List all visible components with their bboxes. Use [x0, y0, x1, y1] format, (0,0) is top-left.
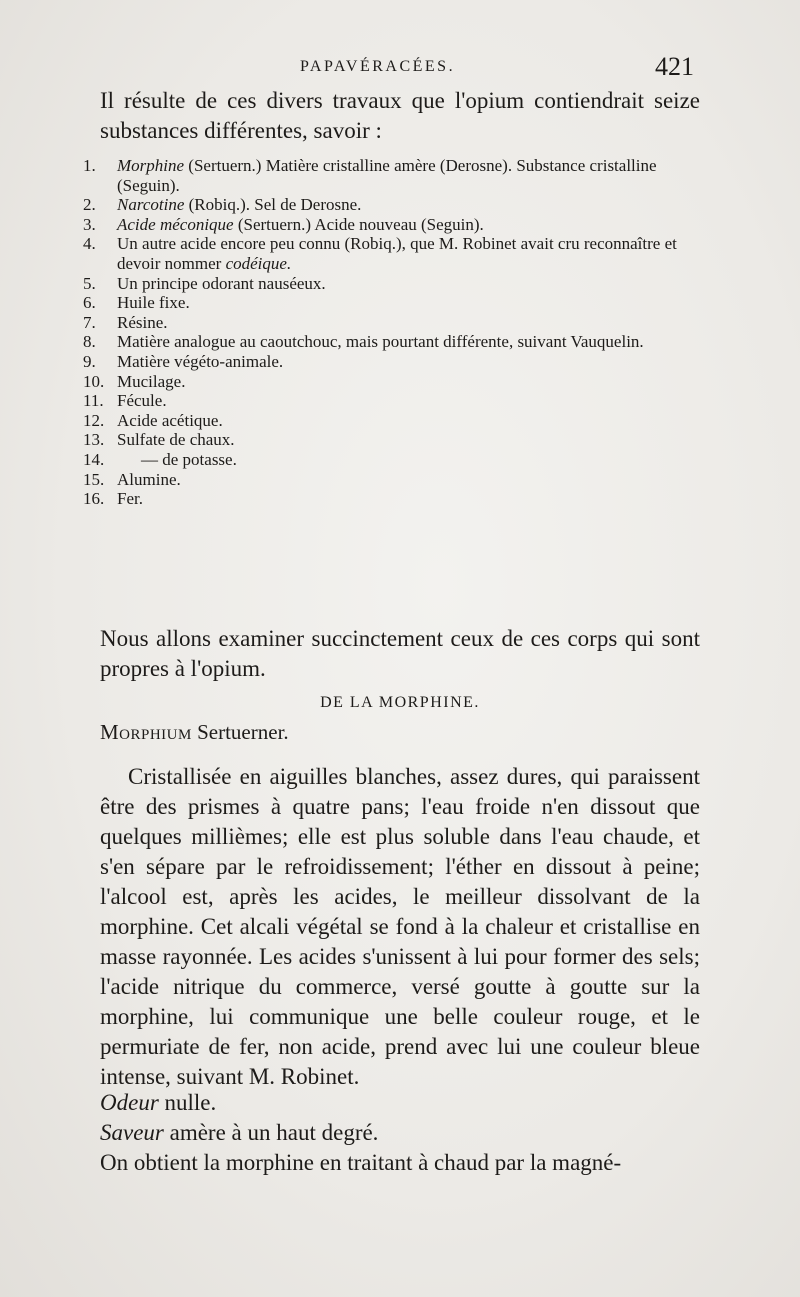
transition-paragraph: Nous allons examiner succinctement ceux de ces corps qui sont propres à l'opium.: [100, 626, 700, 681]
section-heading: DE LA MORPHINE.: [320, 694, 480, 711]
list-item: 2. Narcotine (Robiq.). Sel de Derosne.: [83, 195, 362, 215]
list-item: 11. Fécule.: [83, 391, 167, 411]
list-item: 10. Mucilage.: [83, 371, 186, 391]
final-line: [100, 1148, 700, 1178]
final-line-text: On obtient la morphine en traitant à chaud par la magné-: [100, 1150, 622, 1175]
running-head: PAPAVÉRACÉES.: [300, 58, 456, 75]
description-paragraph: [100, 762, 700, 1092]
list-item: 5. Un principe odorant nauséeux.: [83, 273, 326, 293]
list-item: 8. Matière analogue au caoutchouc, mais pourtant différente, suivant Vauquelin.: [83, 332, 644, 352]
description-text: Cristallisée en aiguilles blanches, assez dures, qui paraissent être des prismes à quatre pans; l'eau froide n'en dissout que quelques millièmes; elle est plus soluble dans l'eau chaude, et s'en sépare par le refroidissement; l'éther en dissout à peine; l'alcool est, après les acides, le meilleur dissolvant de la morphine. Cet alcali végétal se fond à la chaleur et cristallise en masse rayonnée. Les acides s'unissent à lui pour former des sels; l'acide nitrique du commerce, versé goutte à goutte sur la morphine, lui communique une belle couleur rouge, et le permuriate de fer, non acide, prend avec lui une couleur bleue intense, suivant M. Robinet.: [100, 764, 700, 1089]
list-item: 13. Sulfate de chaux.: [83, 430, 235, 450]
list-item: 15. Alumine.: [83, 469, 181, 489]
subject-author: Sertuerner.: [191, 720, 289, 744]
list-item: 7. Résine.: [83, 312, 168, 332]
list-item: 12. Acide acétique.: [83, 410, 223, 430]
page-header: [0, 54, 800, 84]
list-item: 9. Matière végéto-animale.: [83, 351, 284, 371]
substance-list: [83, 156, 705, 509]
list-item: 3. Acide méconique (Sertuern.) Acide nouveau (Seguin).: [83, 214, 484, 234]
list-item: 4. Un autre acide encore peu connu (Robiq.), que M. Robinet avait cru reconnaître et devoir nommer codéique.: [83, 234, 677, 273]
property-odeur: Odeur nulle.: [100, 1090, 217, 1115]
list-item: 14. — de potasse.: [83, 449, 237, 469]
properties: [100, 1088, 700, 1148]
intro-paragraph: Il résulte de ces divers travaux que l'opium contiendrait seize substances différentes, savoir :: [100, 88, 700, 143]
list-item: 1. Morphine (Sertuern.) Matière cristalline amère (Derosne). Substance cristalline (Seguin).: [83, 156, 657, 195]
subject-name: Morphium: [100, 720, 192, 744]
page-number: 421: [655, 52, 694, 81]
list-item: 6. Huile fixe.: [83, 293, 190, 313]
subject-line: [100, 720, 289, 745]
property-saveur: Saveur amère à un haut degré.: [100, 1120, 379, 1145]
list-item: 16. Fer.: [83, 489, 143, 509]
